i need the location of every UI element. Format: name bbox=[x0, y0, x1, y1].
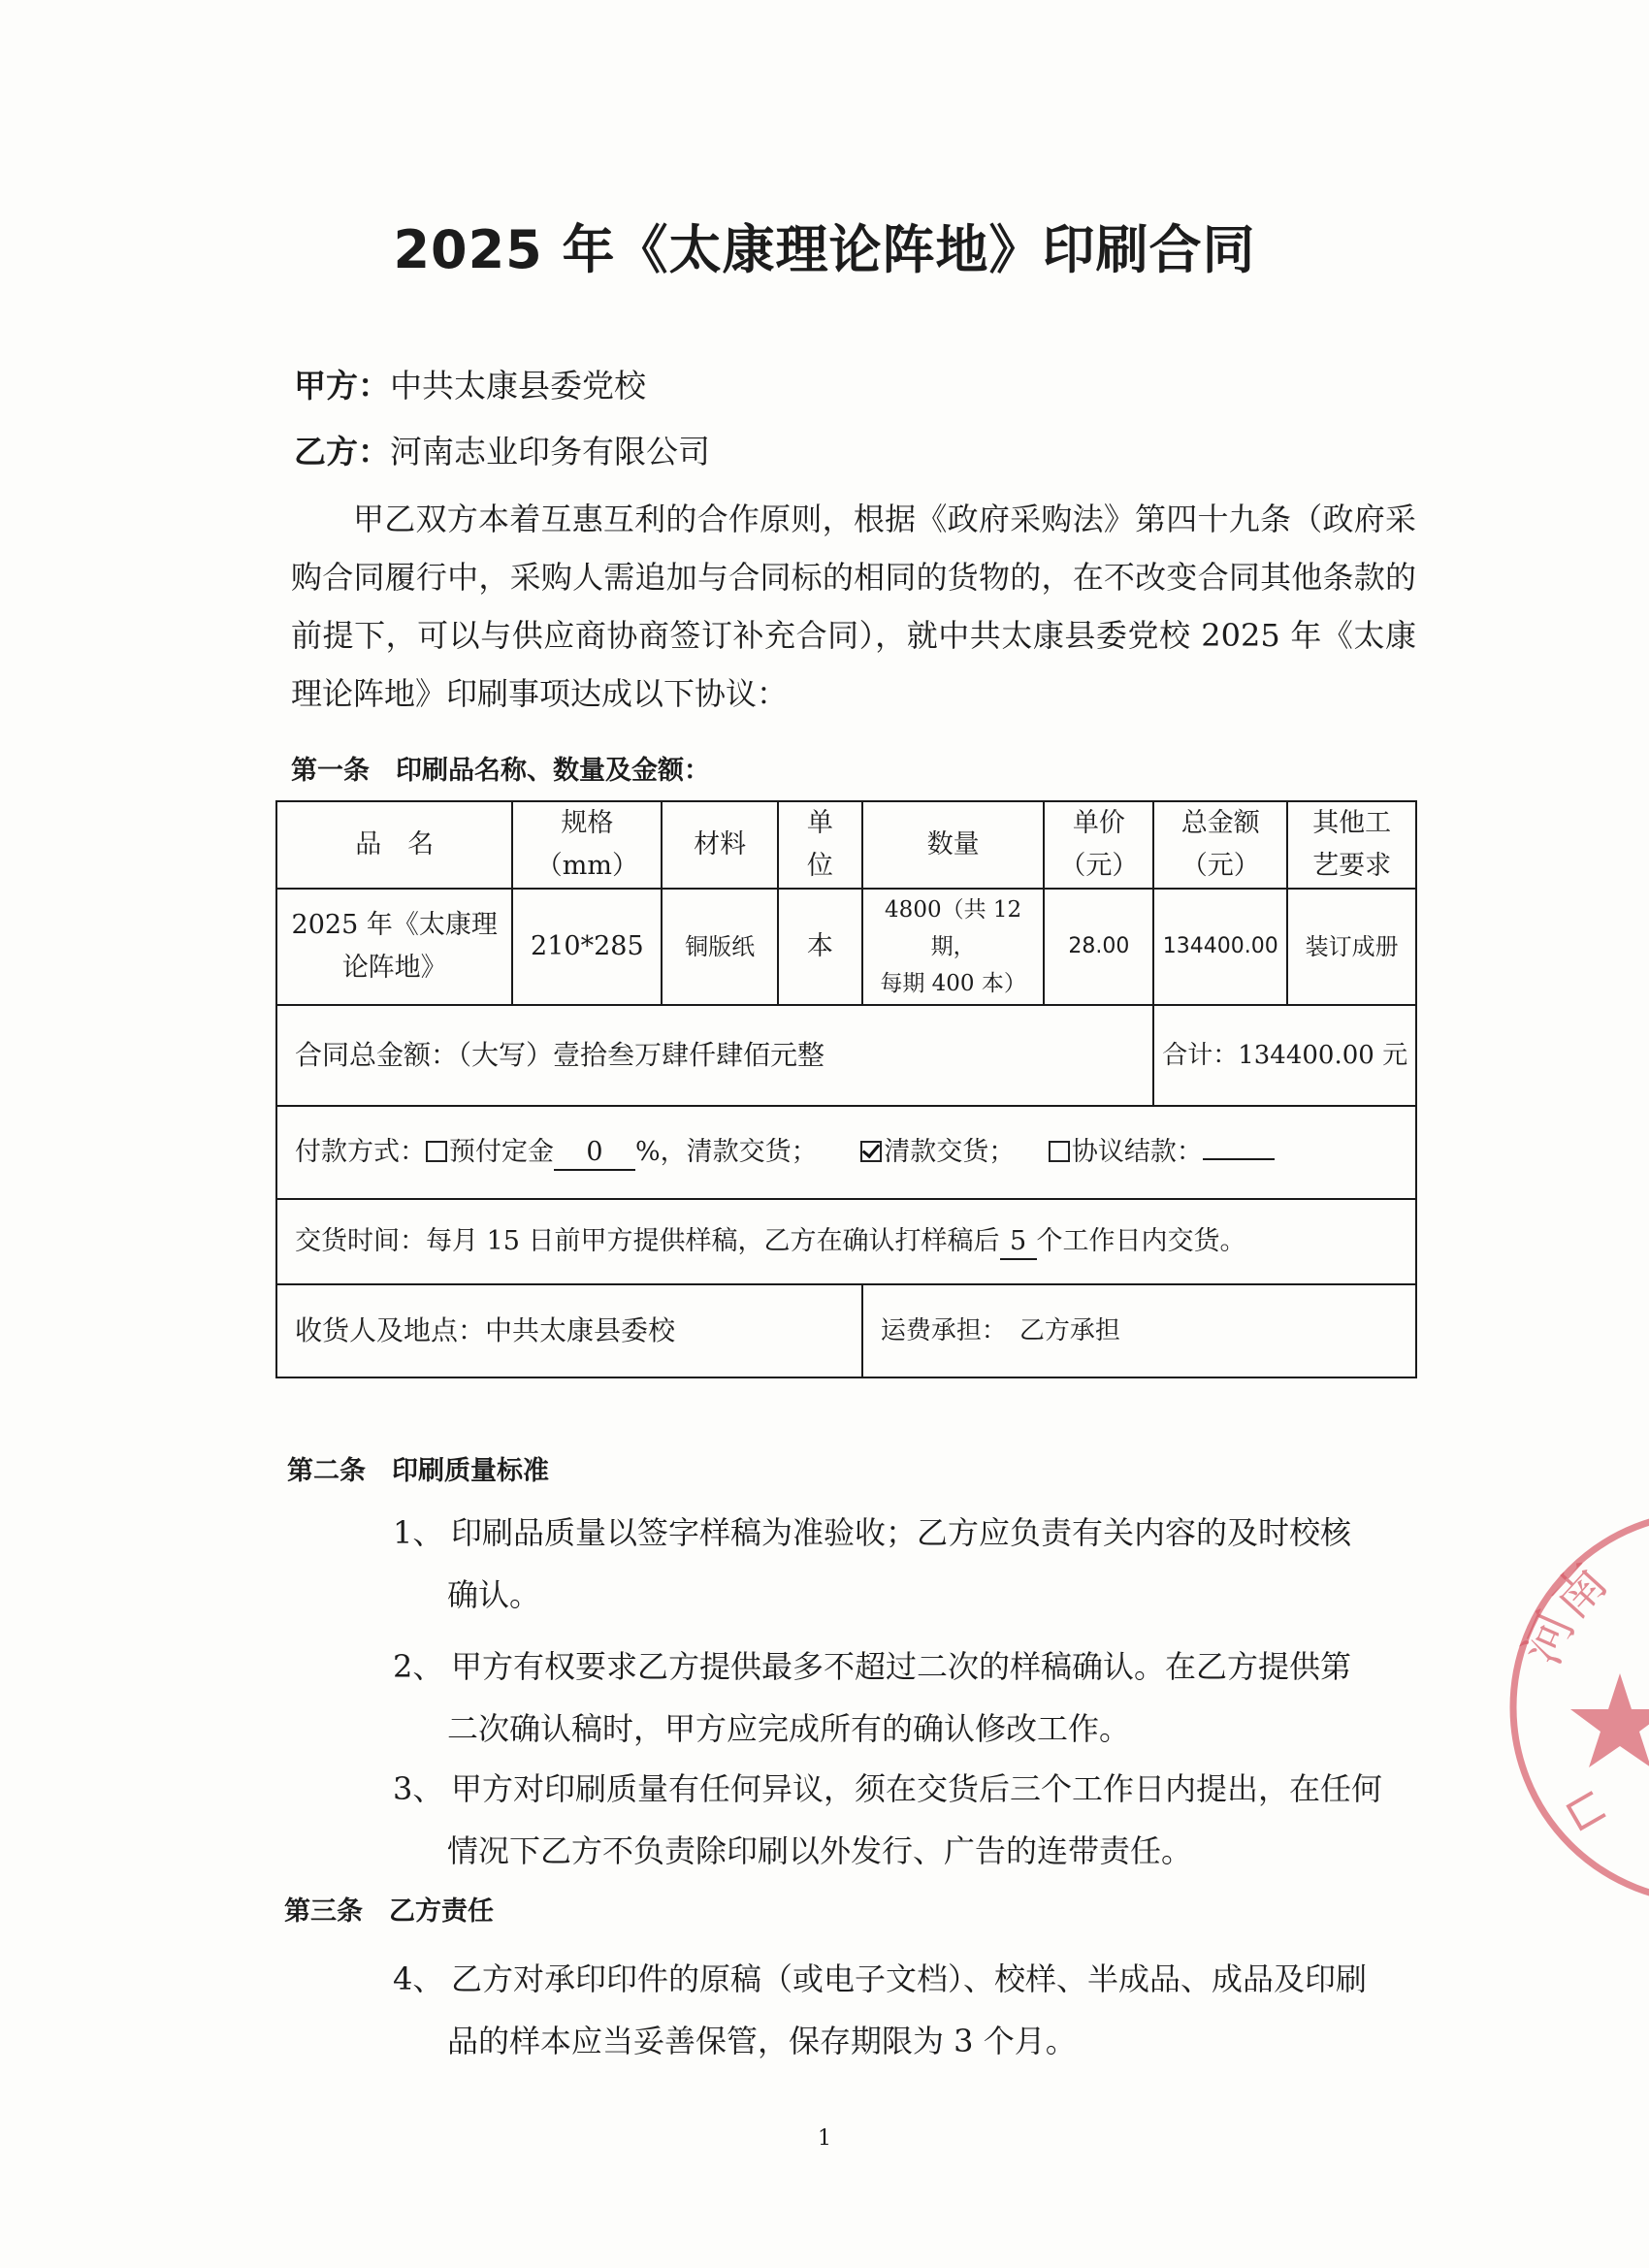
page-number: 1 bbox=[818, 2126, 831, 2151]
agreement-blank bbox=[1203, 1158, 1275, 1160]
seal-glyph-icon: ⊏ bbox=[1555, 1776, 1617, 1844]
item-line: 情况下乙方不负责除印刷以外发行、广告的连带责任。 bbox=[447, 1832, 1193, 1869]
header-spec-line2: （mm） bbox=[535, 851, 638, 881]
header-unit-line2: 位 bbox=[806, 851, 833, 881]
header-other-line2: 艺要求 bbox=[1312, 851, 1392, 881]
cell-name-line2: 论阵地》 bbox=[341, 953, 447, 983]
item-line: 确认。 bbox=[447, 1576, 541, 1613]
party-a-value: 中共太康县委党校 bbox=[390, 367, 646, 405]
header-other bbox=[1287, 801, 1416, 889]
delivery-days: 5 bbox=[1000, 1225, 1037, 1260]
cell-price: 28.00 bbox=[1044, 889, 1153, 1005]
payment-cell bbox=[276, 1106, 1416, 1199]
item-line: 二次确认稿时，甲方应完成所有的确认修改工作。 bbox=[447, 1710, 1131, 1747]
total-row bbox=[276, 1005, 1416, 1106]
seal-text: 河南 bbox=[1513, 1553, 1619, 1673]
deposit-percent-field: 0 bbox=[554, 1136, 635, 1171]
cell-spec: 210*285 bbox=[512, 889, 662, 1005]
agreement-label: 协议结款： bbox=[1071, 1137, 1203, 1167]
cell-material: 铜版纸 bbox=[662, 889, 778, 1005]
table-row bbox=[276, 889, 1416, 1005]
receiver-row bbox=[276, 1284, 1416, 1377]
party-b-value: 河南志业印务有限公司 bbox=[390, 433, 710, 470]
item-number: 2、 bbox=[393, 1648, 444, 1685]
header-material: 材料 bbox=[662, 801, 778, 889]
header-total-line2: （元） bbox=[1180, 851, 1260, 881]
item-line: 印刷品质量以签字样稿为准验收；乙方应负责有关内容的及时校核 bbox=[451, 1514, 1352, 1551]
cell-unit: 本 bbox=[778, 889, 862, 1005]
header-price bbox=[1044, 801, 1153, 889]
header-qty: 数量 bbox=[862, 801, 1045, 889]
party-a-label: 甲方： bbox=[294, 367, 390, 405]
item-text bbox=[447, 1758, 1421, 1882]
party-a bbox=[294, 361, 646, 406]
company-seal bbox=[1484, 1484, 1649, 1930]
header-spec bbox=[512, 801, 662, 889]
article-3-heading: 第三条 乙方责任 bbox=[284, 1896, 494, 1927]
item-number: 1、 bbox=[393, 1514, 444, 1551]
cell-total: 134400.00 bbox=[1153, 889, 1287, 1005]
contract-total-text: 合同总金额：（大写）壹拾叁万肆仟肆佰元整 bbox=[276, 1005, 1153, 1106]
header-price-line1: 单价 bbox=[1072, 808, 1125, 838]
item-text bbox=[447, 1502, 1421, 1626]
receiver-text: 收货人及地点：中共太康县委校 bbox=[276, 1284, 862, 1377]
deposit-option-label: 预付定金 bbox=[449, 1137, 554, 1167]
document-title: 2025 年《太康理论阵地》印刷合同 bbox=[393, 219, 1256, 280]
delivery-prefix: 交货时间：每月 15 日前甲方提供样稿，乙方在确认打样稿后 bbox=[295, 1226, 1000, 1256]
cell-qty bbox=[862, 889, 1045, 1005]
table-header-row bbox=[276, 801, 1416, 889]
item-line: 甲方对印刷质量有任何异议，须在交货后三个工作日内提出，在任何 bbox=[451, 1770, 1383, 1807]
delivery-cell bbox=[276, 1199, 1416, 1284]
header-unit bbox=[778, 801, 862, 889]
cell-name-line1: 2025 年《太康理 bbox=[291, 910, 498, 940]
cell-qty-line1: 4800（共 12 期， bbox=[885, 897, 1022, 959]
item-line: 甲方有权要求乙方提供最多不超过二次的样稿确认。在乙方提供第 bbox=[451, 1648, 1352, 1685]
header-other-line1: 其他工 bbox=[1312, 808, 1392, 838]
cell-qty-line2: 每期 400 本） bbox=[880, 971, 1026, 996]
items-table bbox=[275, 800, 1417, 1378]
sum-text: 合计：134400.00 元 bbox=[1153, 1005, 1416, 1106]
article-2-heading: 第二条 印刷质量标准 bbox=[287, 1456, 549, 1486]
delivery-suffix: 个工作日内交货。 bbox=[1036, 1226, 1246, 1256]
cell-name bbox=[276, 889, 512, 1005]
seal-star-icon bbox=[1570, 1673, 1649, 1767]
payment-label: 付款方式： bbox=[295, 1137, 426, 1167]
header-unit-line1: 单 bbox=[806, 808, 833, 838]
cell-other: 装订成册 bbox=[1287, 889, 1416, 1005]
item-number: 4、 bbox=[393, 1960, 444, 1997]
item-text bbox=[447, 1948, 1421, 2072]
deposit-checkbox[interactable] bbox=[426, 1141, 447, 1162]
party-b-label: 乙方： bbox=[294, 433, 390, 470]
header-spec-line1: 规格 bbox=[561, 808, 614, 838]
deposit-option-tail: %，清款交货； bbox=[635, 1137, 818, 1167]
item-line: 乙方对承印印件的原稿（或电子文档）、校样、半成品、成品及印刷 bbox=[451, 1960, 1368, 1997]
delivery-row bbox=[276, 1199, 1416, 1284]
freight-text: 运费承担： 乙方承担 bbox=[862, 1284, 1416, 1377]
intro-paragraph: 甲乙双方本着互惠互利的合作原则，根据《政府采购法》第四十九条（政府采购合同履行中，采购人需追加与合同标的相同的货物的，在不改变合同其他条款的前提下，可以与供应商协商签订补充合同），就中共太康县委党校 2025 年《太康理论阵地》印刷事项达成以下协议： bbox=[291, 501, 1416, 712]
item-text bbox=[447, 1636, 1421, 1760]
header-total-line1: 总金额 bbox=[1180, 808, 1260, 838]
header-total bbox=[1153, 801, 1287, 889]
article-1-heading: 第一条 印刷品名称、数量及金额： bbox=[291, 756, 710, 786]
party-b bbox=[294, 427, 710, 472]
item-line: 品的样本应当妥善保管，保存期限为 3 个月。 bbox=[447, 2023, 1077, 2059]
agreement-checkbox[interactable] bbox=[1049, 1141, 1070, 1162]
pay-on-delivery-label: 清款交货； bbox=[884, 1137, 1016, 1167]
header-price-line2: （元） bbox=[1059, 851, 1139, 881]
item-number: 3、 bbox=[393, 1770, 444, 1807]
pay-on-delivery-checkbox[interactable] bbox=[860, 1141, 882, 1162]
header-name: 品 名 bbox=[276, 801, 512, 889]
payment-row bbox=[276, 1106, 1416, 1199]
